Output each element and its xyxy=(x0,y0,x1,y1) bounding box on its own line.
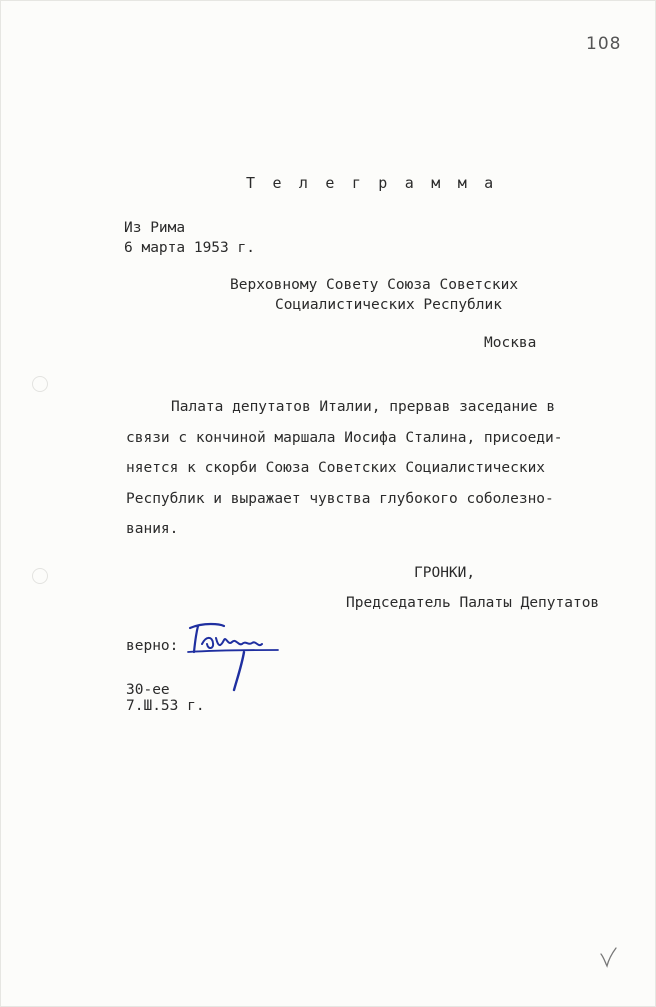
reference-code: 30-ее xyxy=(126,682,170,698)
body-line: Палата депутатов Италии, прервав заседание в xyxy=(171,399,556,415)
addressee-city: Москва xyxy=(484,335,537,351)
signer-name: ГРОНКИ, xyxy=(414,565,476,581)
body-line: Республик и выражает чувства глубокого соболезно- xyxy=(126,490,554,507)
origin-place: Из Рима xyxy=(124,220,186,236)
telegram-body xyxy=(126,392,566,545)
body-line: няется к скорби Союза Советских Социалистических xyxy=(126,460,546,476)
pencil-check-mark xyxy=(598,946,618,968)
reference-date: 7.Ш.53 г. xyxy=(126,698,205,714)
body-line: связи с кончиной маршала Иосифа Сталина, присоеди- xyxy=(126,429,563,446)
body-line: вания. xyxy=(126,521,179,537)
document-title: Т е л е г р а м м а xyxy=(246,174,498,192)
punch-hole-mark xyxy=(32,376,48,392)
archive-page-number: 108 xyxy=(586,34,622,54)
handwritten-signature xyxy=(180,616,290,696)
punch-hole-mark xyxy=(32,568,48,584)
origin-date: 6 марта 1953 г. xyxy=(124,240,255,256)
addressee-line-2: Социалистических Республик xyxy=(275,297,502,313)
certification-label: верно: xyxy=(126,638,179,654)
signer-title: Председатель Палаты Депутатов xyxy=(346,595,600,611)
addressee-line-1: Верховному Совету Союза Советских xyxy=(230,277,519,293)
